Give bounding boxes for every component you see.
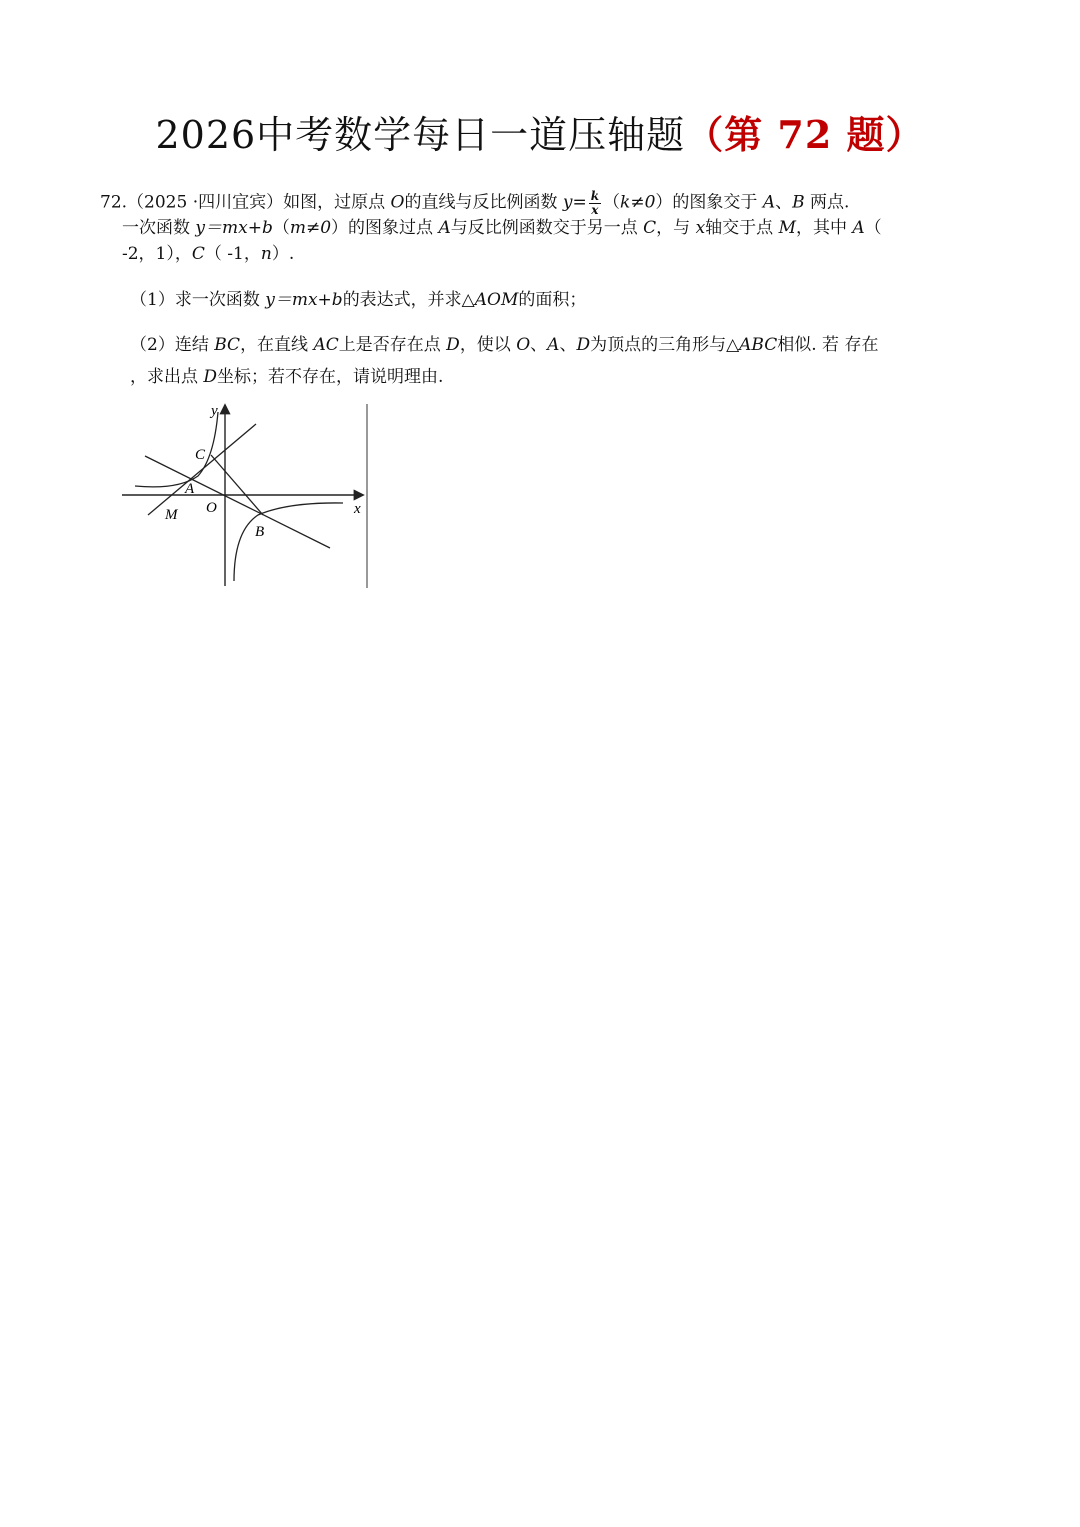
text-segment: 的直线与反比例函数 <box>404 192 563 213</box>
var-D: D <box>576 335 591 355</box>
text-segment: 两点. <box>804 192 850 213</box>
figure-svg <box>118 398 373 590</box>
fraction-numerator: k <box>590 189 600 203</box>
problem-line-2 <box>100 216 980 242</box>
text-segment: （ -1， <box>204 243 261 264</box>
text-segment: ，在直线 <box>240 335 314 355</box>
segment-BC: BC <box>214 335 241 355</box>
line-AC <box>148 424 256 515</box>
label-x: x <box>354 501 361 517</box>
k-condition: k≠0 <box>620 192 656 213</box>
segment-BC <box>211 455 263 515</box>
text-segment: 与反比例函数交于另一点 <box>450 218 644 239</box>
title-main: 2026中考数学每日一道压轴题 <box>155 113 686 157</box>
text-segment: 、 <box>775 192 793 213</box>
text-segment: 坐标；若不存在，请说明理由. <box>217 367 444 388</box>
triangle-ABC: ABC <box>739 335 778 355</box>
text-segment: 72.（2025 ·四川宜宾）如图，过原点 <box>100 192 391 213</box>
linear-function: y＝mx+b <box>195 218 273 239</box>
problem-line-1 <box>100 190 980 216</box>
text-segment: 的表达式，并求△ <box>342 290 475 310</box>
var-M: M <box>778 218 796 239</box>
text-segment: （1）求一次函数 <box>130 290 266 310</box>
text-segment: 一次函数 <box>122 218 196 239</box>
text-segment: ，与 <box>656 218 696 239</box>
var-n: n <box>260 243 272 264</box>
question-1 <box>130 285 586 310</box>
problem-line-3 <box>100 242 980 268</box>
coordinate-figure <box>118 398 373 590</box>
text-segment: 相似. 若 存在 <box>777 335 879 355</box>
fraction-k-over-x <box>589 190 601 216</box>
text-segment: ，求出点 <box>130 367 204 388</box>
text-segment: （ <box>603 192 621 213</box>
text-segment: 、 <box>559 335 577 355</box>
label-C: C <box>195 447 206 463</box>
var-y-eq: y= <box>562 192 587 213</box>
text-segment: （ <box>272 218 290 239</box>
text-segment: （ <box>864 218 882 239</box>
var-C: C <box>643 218 657 239</box>
page-title <box>0 104 1080 159</box>
label-O: O <box>206 500 217 516</box>
title-highlight: （第 72 题） <box>685 112 925 157</box>
m-condition: m≠0 <box>289 218 332 239</box>
label-B: B <box>255 524 265 540</box>
label-y: y <box>211 403 218 419</box>
var-C: C <box>191 243 205 264</box>
var-A: A <box>438 218 451 239</box>
text-segment: ）. <box>271 243 295 264</box>
var-O: O <box>516 335 531 355</box>
text-segment: ）的图象过点 <box>331 218 439 239</box>
text-segment: ）的图象交于 <box>655 192 763 213</box>
text-segment: 轴交于点 <box>705 218 779 239</box>
hyperbola-branch-quadrant-2 <box>135 412 218 487</box>
problem-statement <box>100 190 980 267</box>
var-D: D <box>203 367 218 388</box>
var-A: A <box>762 192 776 213</box>
text-segment: ，其中 <box>795 218 853 239</box>
text-segment: 为顶点的三角形与△ <box>590 335 740 355</box>
triangle-AOM: AOM <box>474 290 519 310</box>
hyperbola-branch-quadrant-4 <box>234 503 343 581</box>
question-2 <box>130 329 980 394</box>
text-segment: ，使以 <box>459 335 517 355</box>
var-D: D <box>446 335 460 355</box>
line-AB <box>145 456 330 548</box>
text-segment: 的面积； <box>518 290 587 310</box>
var-B: B <box>792 192 805 213</box>
var-x: x <box>695 218 706 239</box>
line-AC: AC <box>313 335 339 355</box>
label-A: A <box>185 481 195 497</box>
var-A: A <box>547 335 560 355</box>
text-segment: -2，1）， <box>122 243 192 264</box>
text-segment: 上是否存在点 <box>338 335 447 355</box>
text-segment: （2）连结 <box>130 335 215 355</box>
label-M: M <box>165 507 178 523</box>
fraction-denominator: x <box>591 202 599 217</box>
var-A: A <box>852 218 865 239</box>
text-segment: 、 <box>530 335 548 355</box>
linear-function: y＝mx+b <box>265 290 343 310</box>
var-O: O <box>390 192 405 213</box>
